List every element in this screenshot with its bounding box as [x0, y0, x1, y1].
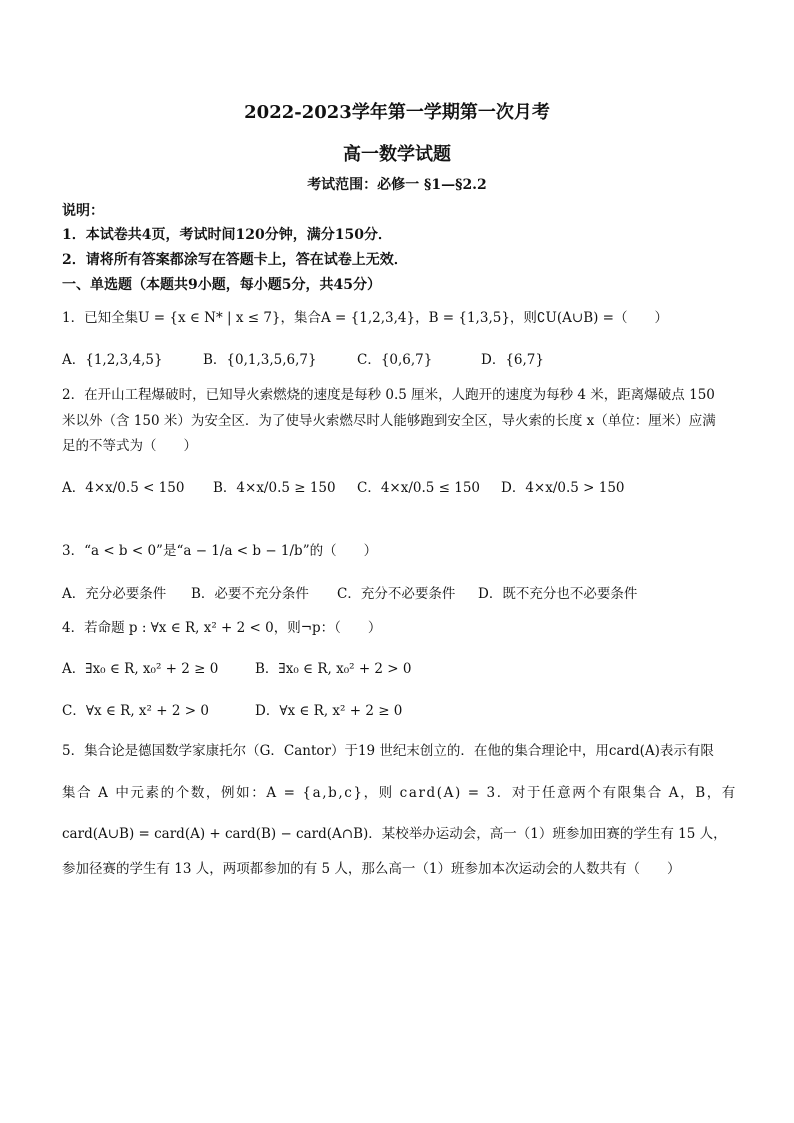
section-heading: 一、单选题（本题共9小题，每小题5分，共45分） [62, 277, 381, 293]
question-3-option-a: A．充分必要条件 [62, 586, 167, 602]
question-1-option-b: B．{0,1,3,5,6,7} [203, 352, 317, 368]
exam-title: 2022-2023学年第一学期第一次月考 [244, 102, 550, 123]
question-3-option-d: D．既不充分也不必要条件 [478, 586, 638, 602]
question-3-option-c: C．充分不必要条件 [337, 586, 456, 602]
question-4-stem: 4．若命题 p : ∀x ∈ R, x² + 2 < 0，则¬p：（ ） [62, 620, 382, 636]
question-1-stem: 1．已知全集U = {x ∈ N* | x ≤ 7}，集合A = {1,2,3,4}，B = {1,3,5}，则∁U(A∪B) =（ ） [62, 310, 668, 326]
exam-scope: 考试范围：必修一 §1—§2.2 [307, 177, 487, 193]
question-2-option-d: D．4×x/0.5 > 150 [501, 480, 625, 496]
question-1-option-d: D．{6,7} [481, 352, 544, 368]
question-5-line-4: 参加径赛的学生有 13 人，两项都参加的有 5 人，那么高一（1）班参加本次运动会的人数共有（ ） [62, 861, 681, 877]
question-3-option-b: B．必要不充分条件 [191, 586, 309, 602]
question-2-option-c: C．4×x/0.5 ≤ 150 [357, 480, 481, 496]
question-1-option-a: A．{1,2,3,4,5} [62, 352, 163, 368]
question-2-line-3: 足的不等式为（ ） [62, 438, 197, 454]
instruction-item-1: 1．本试卷共4页，考试时间120分钟，满分150分． [62, 227, 392, 243]
question-5-line-3: card(A∪B) = card(A) + card(B) − card(A∩B)．某校举办运动会，高一（1）班参加田赛的学生有 15 人， [62, 826, 727, 842]
question-1-option-c: C．{0,6,7} [357, 352, 433, 368]
question-4-option-c: C．∀x ∈ R, x² + 2 > 0 [62, 703, 209, 719]
exam-subtitle: 高一数学试题 [343, 144, 451, 165]
question-2-option-a: A．4×x/0.5 < 150 [62, 480, 185, 496]
question-2-line-2: 米以外（含 150 米）为安全区．为了使导火索燃尽时人能够跑到安全区，导火索的长度 x（单位：厘米）应满 [62, 413, 716, 429]
question-2-option-b: B．4×x/0.5 ≥ 150 [213, 480, 336, 496]
question-3-stem: 3．“a < b < 0”是“a − 1/a < b − 1/b”的（ ） [62, 543, 378, 559]
question-5-line-2: 集合 A 中元素的个数，例如：A = {a,b,c}，则 card(A) = 3．对于任意两个有限集合 A，B，有 [62, 785, 737, 801]
question-4-option-a: A．∃x₀ ∈ R, x₀² + 2 ≥ 0 [62, 661, 219, 677]
question-2-line-1: 2．在开山工程爆破时，已知导火索燃烧的速度是每秒 0.5 厘米，人跑开的速度为每秒 4 米，距离爆破点 150 [62, 387, 715, 403]
question-4-option-b: B．∃x₀ ∈ R, x₀² + 2 > 0 [255, 661, 412, 677]
question-4-option-d: D．∀x ∈ R, x² + 2 ≥ 0 [255, 703, 403, 719]
question-5-line-1: 5．集合论是德国数学家康托尔（G．Cantor）于19 世纪末创立的．在他的集合理论中，用card(A)表示有限 [62, 743, 714, 759]
instruction-item-2: 2．请将所有答案都涂写在答题卡上，答在试卷上无效． [62, 252, 408, 268]
instructions-heading: 说明： [62, 203, 104, 219]
